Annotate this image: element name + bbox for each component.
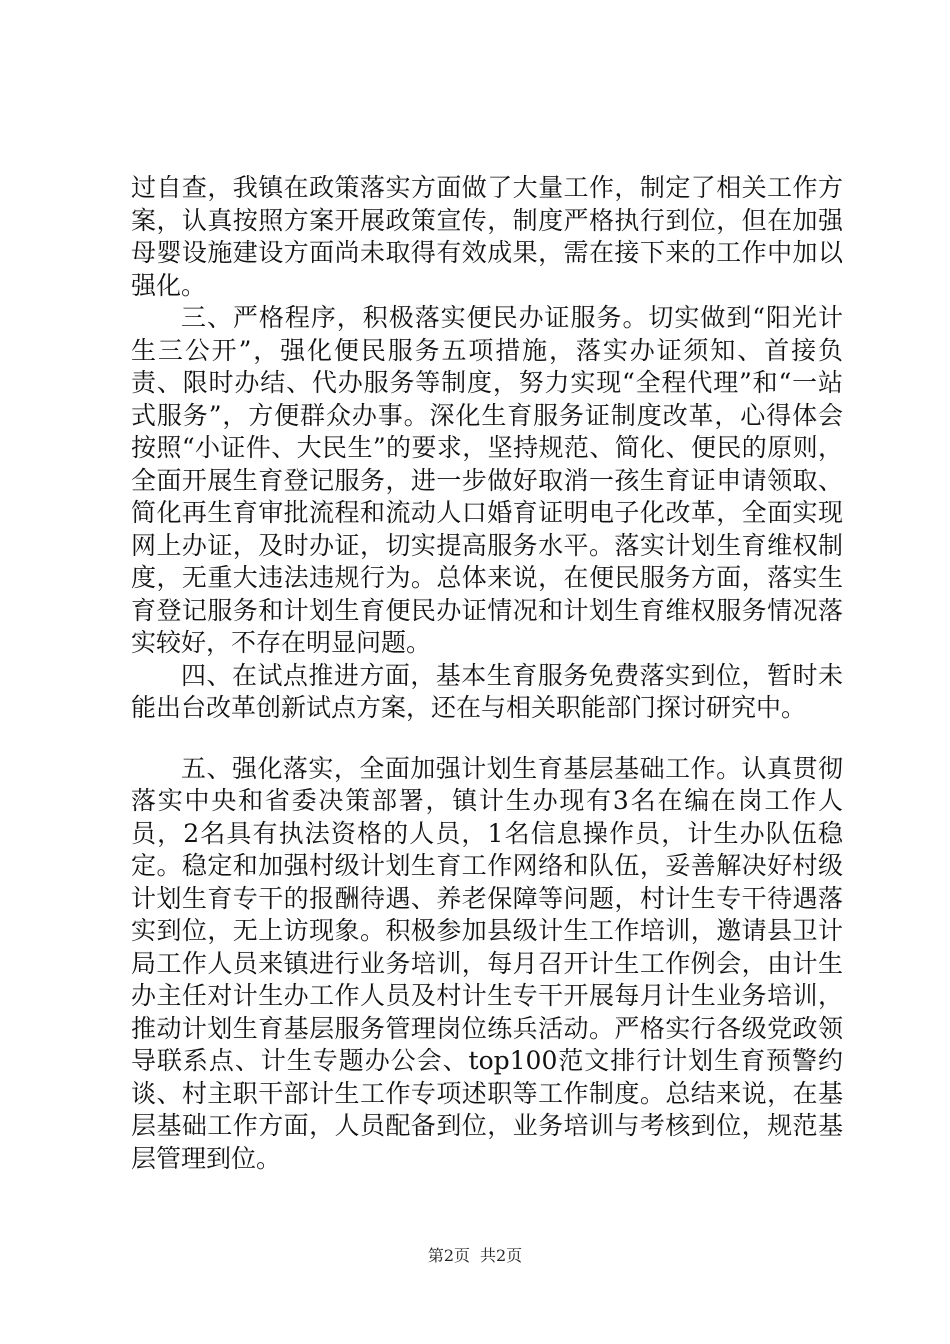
- document-body: [131, 172, 843, 1175]
- paragraph-self-check: 过自查，我镇在政策落实方面做了大量工作，制定了相关工作方案，认真按照方案开展政策宣传，制度严格执行到位，但在加强母婴设施建设方面尚未取得有效成果，需在接下来的工作中加以强化。: [131, 173, 843, 300]
- paragraph-spacer: [131, 725, 843, 753]
- page-footer: [0, 1246, 950, 1266]
- paragraph-section-four: 四、在试点推进方面，基本生育服务免费落实到位，暂时未能出台改革创新试点方案，还在与相关职能部门探讨研究中。: [131, 660, 843, 722]
- page-number: 第2页: [427, 1246, 470, 1265]
- page-total: 共2页: [480, 1246, 523, 1265]
- paragraph-section-five: 五、强化落实，全面加强计划生育基层基础工作。认真贯彻落实中央和省委决策部署，镇计生办现有3名在编在岗工作人员，2名具有执法资格的人员，1名信息操作员，计生办队伍稳定。稳定和加强村级计划生育工作网络和队伍，妥善解决好村级计划生育专干的报酬待遇、养老保障等问题，村计生专干待遇落实到位，无上访现象。积极参加县级计生工作培训，邀请县卫计局工作人员来镇进行业务培训，每月召开计生工作例会，由计生办主任对计生办工作人员及村计生专干开展每月计生业务培训，推动计划生育基层服务管理岗位练兵活动。严格实行各级党政领导联系点、计生专题办公会、top100范文排行计划生育预警约谈、村主职干部计生工作专项述职等工作制度。总结来说，在基层基础工作方面，人员配备到位，业务培训与考核到位，规范基层管理到位。: [131, 753, 843, 1173]
- paragraph-section-three: 三、严格程序，积极落实便民办证服务。切实做到“阳光计生三公开”，强化便民服务五项措施，落实办证须知、首接负责、限时办结、代办服务等制度，努力实现“全程代理”和“一站式服务”，方便群众办事。深化生育服务证制度改革，心得体会按照“小证件、大民生”的要求，坚持规范、简化、便民的原则，全面开展生育登记服务，进一步做好取消一孩生育证申请领取、简化再生育审批流程和流动人口婚育证明电子化改革，全面实现网上办证，及时办证，切实提高服务水平。落实计划生育维权制度，无重大违法违规行为。总体来说，在便民服务方面，落实生育登记服务和计划生育便民办证情况和计划生育维权服务情况落实较好，不存在明显问题。: [131, 303, 843, 657]
